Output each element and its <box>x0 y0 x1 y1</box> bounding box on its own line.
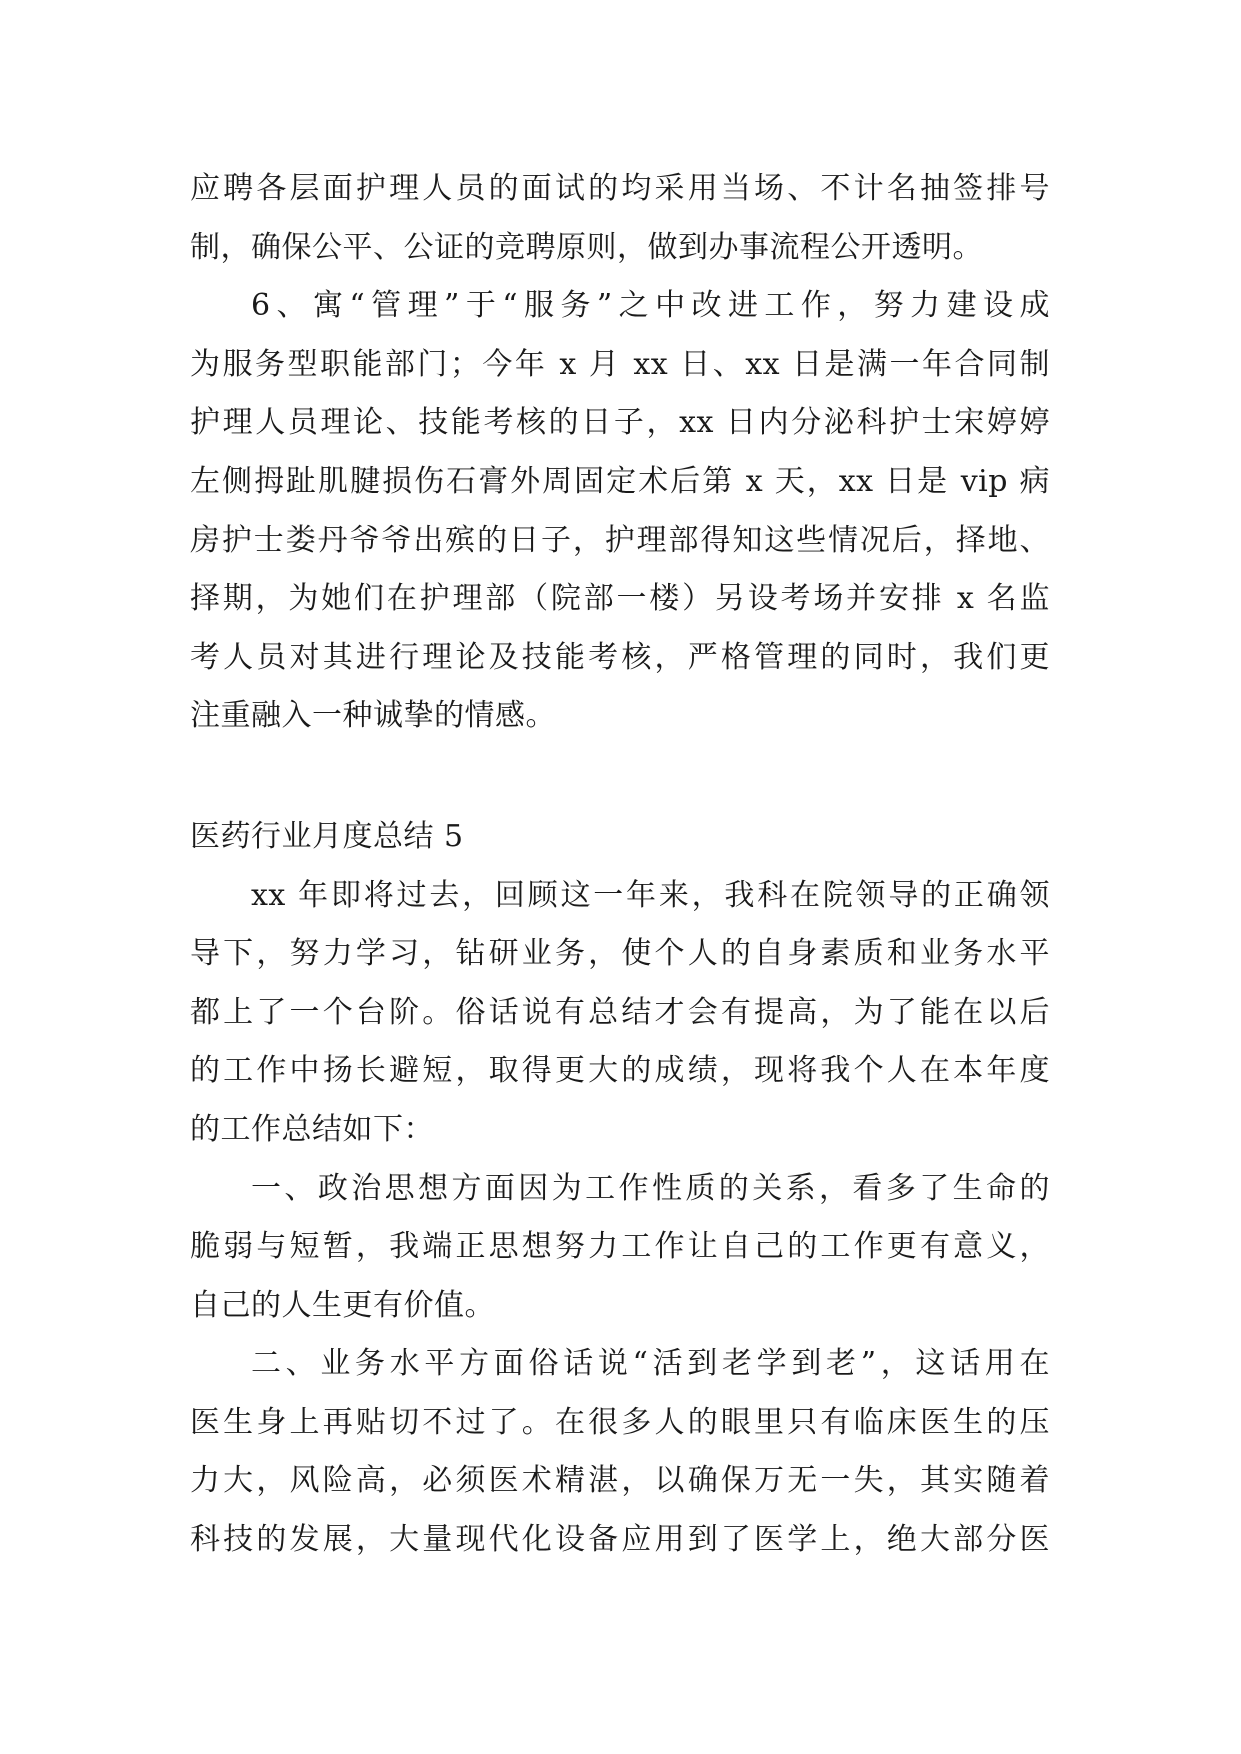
text-line: 考人员对其进行理论及技能考核，严格管理的同时，我们更 <box>190 639 1050 675</box>
paragraph-first-line: 6、寓“管理”于“服务”之中改进工作，努力建设成 <box>251 288 1050 324</box>
text-line: 力大，风险高，必须医术精湛，以确保万无一失，其实随着 <box>190 1463 1050 1499</box>
text-line: 的工作中扬长避短，取得更大的成绩，现将我个人在本年度 <box>190 1053 1050 1089</box>
text-line: 都上了一个台阶。俗话说有总结才会有提高，为了能在以后 <box>190 994 1050 1030</box>
text-line: 应聘各层面护理人员的面试的均采用当场、不计名抽签排号 <box>190 171 1050 206</box>
paragraph-first-line: 二、业务水平方面俗话说“活到老学到老”，这话用在 <box>251 1346 1050 1382</box>
text-line: 注重融入一种诚挚的情感。 <box>190 698 556 734</box>
paragraph-first-line: xx 年即将过去，回顾这一年来，我科在院领导的正确领 <box>251 877 1050 913</box>
text-line: 护理人员理论、技能考核的日子，xx 日内分泌科护士宋婷婷 <box>190 405 1050 441</box>
text-line: 择期，为她们在护理部（院部一楼）另设考场并安排 x 名监 <box>190 581 1050 617</box>
section-heading: 医药行业月度总结 5 <box>190 818 464 854</box>
text-line: 的工作总结如下： <box>190 1111 434 1147</box>
text-line: 房护士娄丹爷爷出殡的日子，护理部得知这些情况后，择地、 <box>190 522 1050 558</box>
text-line: 自己的人生更有价值。 <box>190 1287 495 1323</box>
text-line: 脆弱与短暂，我端正思想努力工作让自己的工作更有意义， <box>190 1229 1050 1265</box>
section-gap <box>190 746 1050 808</box>
document-body <box>190 160 1050 1570</box>
text-line: 科技的发展，大量现代化设备应用到了医学上，绝大部分医 <box>190 1522 1050 1558</box>
paragraph-first-line: 一、政治思想方面因为工作性质的关系，看多了生命的 <box>251 1170 1050 1206</box>
text-line: 制，确保公平、公证的竞聘原则，做到办事流程公开透明。 <box>190 229 983 265</box>
text-line: 医生身上再贴切不过了。在很多人的眼里只有临床医生的压 <box>190 1404 1050 1440</box>
text-line: 导下，努力学习，钻研业务，使个人的自身素质和业务水平 <box>190 936 1050 972</box>
text-line: 左侧拇趾肌腱损伤石膏外周固定术后第 x 天，xx 日是 vip 病 <box>190 463 1050 499</box>
text-line: 为服务型职能部门；今年 x 月 xx 日、xx 日是满一年合同制 <box>190 346 1050 382</box>
